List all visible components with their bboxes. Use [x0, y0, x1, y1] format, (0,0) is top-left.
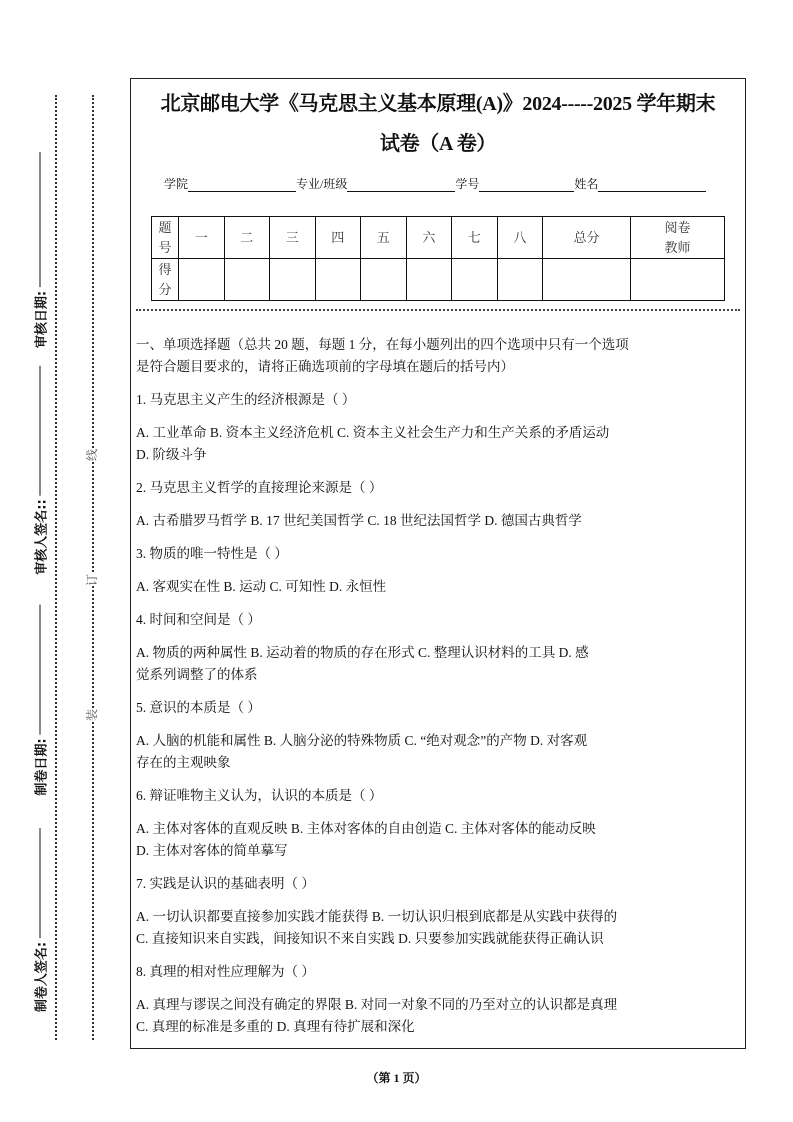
questions-section — [136, 334, 741, 1049]
header-cell: 四 — [315, 217, 361, 259]
question-text: 6. 辩证唯物主义认为，认识的本质是（ ） — [136, 788, 383, 803]
heading-line: 是符合题目要求的，请将正确选项前的字母填在题后的括号内） — [136, 359, 514, 374]
compiler-signature-label: 制卷人签名: — [34, 941, 50, 1013]
reviewer-signature-field — [31, 365, 50, 574]
option-line: 觉系列调整了的体系 — [136, 667, 258, 682]
option-line: A. 古希腊罗马哲学 B. 17 世纪美国哲学 C. 18 世纪法国哲学 D. 德国古典哲学 — [136, 513, 582, 528]
question-stem — [136, 873, 741, 895]
reviewer-signature-line[interactable] — [40, 365, 41, 495]
question-text: 3. 物质的唯一特性是（ ） — [136, 546, 288, 561]
question-options — [136, 576, 741, 598]
compile-date-line[interactable] — [40, 604, 41, 734]
score-cell[interactable] — [452, 259, 498, 301]
binding-line-inner — [92, 95, 94, 1040]
line-mark: 线 — [85, 448, 100, 462]
option-line: A. 客观实在性 B. 运动 C. 可知性 D. 永恒性 — [136, 579, 387, 594]
score-cell[interactable] — [270, 259, 316, 301]
option-line: A. 真理与谬误之间没有确定的界限 B. 对同一对象不同的乃至对立的认识都是真理 — [136, 997, 618, 1012]
student-id-label: 学号 — [455, 177, 480, 191]
section-heading — [136, 334, 741, 378]
college-input[interactable] — [188, 178, 296, 192]
score-cell[interactable] — [315, 259, 361, 301]
question-text: 8. 真理的相对性应理解为（ ） — [136, 964, 315, 979]
compiler-signature-field — [31, 828, 50, 1012]
score-cell[interactable] — [497, 259, 543, 301]
review-date-field — [31, 152, 50, 348]
score-cell[interactable] — [543, 259, 631, 301]
compiler-signature-line[interactable] — [40, 828, 41, 938]
question-options — [136, 642, 741, 686]
question-options — [136, 510, 741, 532]
option-line: A. 主体对客体的直观反映 B. 主体对客体的自由创造 C. 主体对客体的能动反映 — [136, 821, 596, 836]
name-input[interactable] — [598, 178, 706, 192]
header-cell: 总分 — [543, 217, 631, 259]
option-line: D. 阶级斗争 — [136, 447, 207, 462]
question-stem — [136, 609, 741, 631]
table-row — [152, 217, 725, 259]
question-stem — [136, 785, 741, 807]
question-stem — [136, 961, 741, 983]
option-line: A. 工业革命 B. 资本主义经济危机 C. 资本主义社会生产力和生产关系的矛盾运动 — [136, 425, 610, 440]
score-table — [151, 216, 725, 301]
header-cell: 三 — [270, 217, 316, 259]
score-cell[interactable] — [361, 259, 407, 301]
option-line: 存在的主观映象 — [136, 755, 231, 770]
header-cell: 六 — [406, 217, 452, 259]
exam-title-line2: 试卷（A 卷） — [379, 133, 497, 155]
staple-mark: 订 — [85, 573, 100, 587]
score-cell[interactable] — [224, 259, 270, 301]
college-label: 学院 — [164, 177, 189, 191]
compile-date-label: 制卷日期: — [34, 738, 50, 796]
exam-title-line1: 北京邮电大学《马克思主义基本原理(A)》2024-----2025 学年期末 — [160, 93, 716, 115]
header-cell: 五 — [361, 217, 407, 259]
name-label: 姓名 — [574, 177, 599, 191]
review-date-line[interactable] — [40, 152, 41, 287]
option-line: A. 物质的两种属性 B. 运动着的物质的存在形式 C. 整理认识材料的工具 D. 感 — [136, 645, 589, 660]
question-text: 1. 马克思主义产生的经济根源是（ ） — [136, 392, 356, 407]
question-text: 7. 实践是认识的基础表明（ ） — [136, 876, 315, 891]
option-line: C. 直接知识来自实践，间接知识不来自实践 D. 只要参加实践就能获得正确认识 — [136, 931, 604, 946]
divider — [136, 309, 740, 311]
option-line: D. 主体对客体的简单摹写 — [136, 843, 288, 858]
exam-frame — [130, 78, 746, 1049]
score-cell[interactable] — [631, 259, 725, 301]
reviewer-signature-label: 审核人签名:: — [34, 499, 50, 575]
question-options — [136, 906, 741, 950]
question-stem — [136, 389, 741, 411]
question-options — [136, 994, 741, 1038]
option-line: A. 人脑的机能和属性 B. 人脑分泌的特殊物质 C. “绝对观念”的产物 D. 对客观 — [136, 733, 588, 748]
review-date-label: 审核日期: — [34, 290, 50, 349]
header-cell: 一 — [179, 217, 225, 259]
question-stem — [136, 477, 741, 499]
header-cell: 阅卷教师 — [631, 217, 725, 259]
header-cell: 七 — [452, 217, 498, 259]
question-stem — [136, 543, 741, 565]
score-label-cell: 得分 — [152, 259, 179, 301]
question-text: 4. 时间和空间是（ ） — [136, 612, 261, 627]
student-id-input[interactable] — [479, 178, 574, 192]
question-stem — [136, 697, 741, 719]
header-cell: 题号 — [152, 217, 179, 259]
page-number: （第 1 页） — [366, 1071, 427, 1085]
question-text: 2. 马克思主义哲学的直接理论来源是（ ） — [136, 480, 383, 495]
header-cell: 八 — [497, 217, 543, 259]
question-options — [136, 730, 741, 774]
binding-line-outer — [55, 95, 57, 1040]
score-cell[interactable] — [179, 259, 225, 301]
heading-line: 一、单项选择题（总共 20 题，每题 1 分，在每小题列出的四个选项中只有一个选项 — [136, 337, 629, 352]
option-line: C. 真理的标准是多重的 D. 真理有待扩展和深化 — [136, 1019, 415, 1034]
major-class-input[interactable] — [347, 178, 455, 192]
option-line: A. 一切认识都要直接参加实践才能获得 B. 一切认识归根到底都是从实践中获得的 — [136, 909, 618, 924]
compile-date-field — [31, 604, 50, 795]
major-class-label: 专业/班级 — [296, 177, 348, 191]
student-info — [164, 175, 706, 192]
score-cell[interactable] — [406, 259, 452, 301]
table-row — [152, 259, 725, 301]
question-options — [136, 422, 741, 466]
question-options — [136, 818, 741, 862]
header-cell: 二 — [224, 217, 270, 259]
question-text: 5. 意识的本质是（ ） — [136, 700, 261, 715]
bind-mark: 装 — [85, 708, 100, 722]
